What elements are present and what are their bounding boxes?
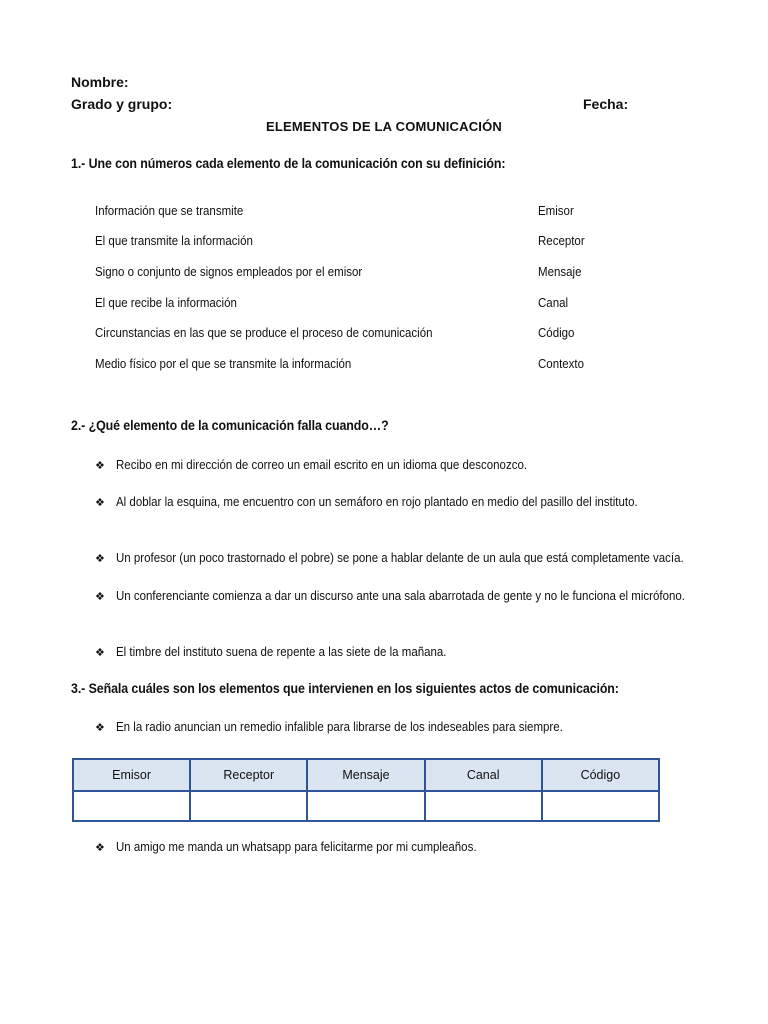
list-item: El timbre del instituto suena de repente a las siete de la mañana.	[116, 645, 447, 659]
definition-item: El que transmite la información	[95, 234, 253, 248]
table-header-cell: Receptor	[190, 759, 307, 791]
answer-cell[interactable]	[307, 791, 424, 821]
element-item: Receptor	[538, 234, 585, 248]
diamond-bullet-icon: ❖	[95, 647, 105, 659]
name-label: Nombre:	[71, 74, 129, 90]
list-item: En la radio anuncian un remedio infalible para librarse de los indeseables para siempre.	[116, 720, 563, 734]
definition-item: Signo o conjunto de signos empleados por el emisor	[95, 265, 363, 279]
definition-item: Circunstancias en las que se produce el proceso de comunicación	[95, 326, 433, 340]
table-header-cell: Código	[542, 759, 659, 791]
list-item: Un amigo me manda un whatsapp para felicitarme por mi cumpleaños.	[116, 840, 477, 854]
list-item: Un profesor (un poco trastornado el pobre) se pone a hablar delante de un aula que está completamente vacía.	[116, 551, 684, 565]
diamond-bullet-icon: ❖	[95, 460, 105, 472]
element-item: Código	[538, 326, 575, 340]
answer-cell[interactable]	[425, 791, 542, 821]
elements-answer-table	[72, 758, 660, 822]
list-item: Recibo en mi dirección de correo un email escrito en un idioma que desconozco.	[116, 458, 528, 472]
table-header-cell: Mensaje	[307, 759, 424, 791]
definition-item: Medio físico por el que se transmite la información	[95, 357, 352, 371]
table-header-row	[73, 759, 659, 791]
list-item: Al doblar la esquina, me encuentro con un semáforo en rojo plantado en medio del pasillo del instituto.	[116, 495, 638, 509]
grade-group-label: Grado y grupo:	[71, 96, 173, 112]
answer-cell[interactable]	[190, 791, 307, 821]
element-item: Mensaje	[538, 265, 582, 279]
list-item: Un conferenciante comienza a dar un discurso ante una sala abarrotada de gente y no le funciona el micrófono.	[116, 589, 685, 603]
definition-item: El que recibe la información	[95, 296, 237, 310]
diamond-bullet-icon: ❖	[95, 722, 105, 734]
table-row	[73, 791, 659, 821]
table-header-cell: Emisor	[73, 759, 190, 791]
answer-cell[interactable]	[542, 791, 659, 821]
page-title: ELEMENTOS DE LA COMUNICACIÓN	[266, 119, 502, 134]
date-label: Fecha:	[583, 96, 629, 112]
element-item: Contexto	[538, 357, 585, 371]
question-2-heading: 2.- ¿Qué elemento de la comunicación falla cuando…?	[71, 418, 389, 433]
diamond-bullet-icon: ❖	[95, 842, 105, 854]
table-header-cell: Canal	[425, 759, 542, 791]
question-1-heading: 1.- Une con números cada elemento de la comunicación con su definición:	[71, 156, 506, 171]
diamond-bullet-icon: ❖	[95, 497, 105, 509]
answer-cell[interactable]	[73, 791, 190, 821]
diamond-bullet-icon: ❖	[95, 553, 105, 565]
definition-item: Información que se transmite	[95, 204, 244, 218]
element-item: Canal	[538, 296, 569, 310]
diamond-bullet-icon: ❖	[95, 591, 105, 603]
element-item: Emisor	[538, 204, 574, 218]
question-3-heading: 3.- Señala cuáles son los elementos que intervienen en los siguientes actos de comunicación:	[71, 681, 619, 696]
